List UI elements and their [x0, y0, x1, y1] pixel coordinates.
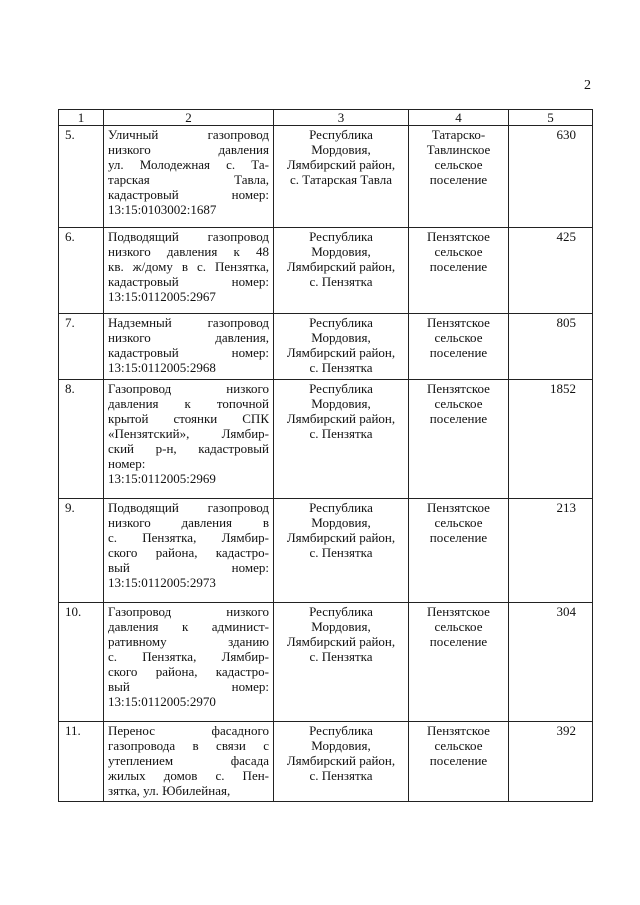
cell-line: сельское	[434, 515, 483, 530]
cell-line: номер:	[108, 456, 146, 471]
header-cell: 3	[274, 110, 409, 126]
cell-line: Уличный газопровод	[108, 127, 269, 142]
cell-line: 13:15:0112005:2973	[108, 575, 216, 590]
cell-line: Подводящий газопровод	[108, 500, 269, 515]
cell-line: Перенос фасадного	[108, 723, 269, 738]
cell-line: поселение	[429, 259, 488, 274]
cell-line: поселение	[429, 345, 488, 360]
header-cell: 2	[104, 110, 274, 126]
length-cell: 630	[509, 126, 593, 228]
cell-line: Газопровод низкого	[108, 604, 269, 619]
cell-line: с. Пензятка	[309, 426, 373, 441]
cell-line: Лямбирский район,	[286, 634, 396, 649]
header-cell: 5	[509, 110, 593, 126]
cell-line: Республика	[309, 315, 373, 330]
cell-line: Лямбирский район,	[286, 345, 396, 360]
object-description-cell	[104, 314, 274, 380]
cell-line: 13:15:0103002:1687	[108, 202, 217, 217]
cell-line: сельское	[434, 157, 483, 172]
objects-table	[58, 109, 593, 802]
cell-line: сельское	[434, 396, 483, 411]
cell-line: Республика	[309, 381, 373, 396]
cell-line: давления к админист-	[108, 619, 269, 634]
row-number-cell: 9.	[59, 499, 104, 603]
object-description-cell	[104, 380, 274, 499]
object-description-cell	[104, 499, 274, 603]
cell-line: Лямбирский район,	[286, 530, 396, 545]
settlement-cell	[409, 126, 509, 228]
cell-line: Мордовия,	[311, 330, 371, 345]
cell-line: низкого давления	[108, 142, 269, 157]
cell-line: сельское	[434, 619, 483, 634]
location-cell	[274, 126, 409, 228]
cell-line: ского района, кадастро-	[108, 664, 269, 679]
cell-line: Пензятское	[427, 229, 490, 244]
cell-line: Мордовия,	[311, 738, 371, 753]
cell-line: Пензятское	[427, 723, 490, 738]
cell-line: ративному зданию	[108, 634, 269, 649]
length-cell: 805	[509, 314, 593, 380]
cell-line: жилых домов с. Пен-	[108, 768, 269, 783]
object-description-cell	[104, 722, 274, 802]
location-cell	[274, 722, 409, 802]
cell-line: 13:15:0112005:2969	[108, 471, 216, 486]
object-description-cell	[104, 603, 274, 722]
location-cell	[274, 228, 409, 314]
object-description-cell	[104, 126, 274, 228]
cell-line: Мордовия,	[311, 244, 371, 259]
cell-line: Тавлинское	[426, 142, 491, 157]
cell-line: Лямбирский район,	[286, 753, 396, 768]
cell-line: Пензятское	[427, 315, 490, 330]
cell-line: газопровода в связи с	[108, 738, 269, 753]
cell-line: вый номер:	[108, 560, 269, 575]
settlement-cell	[409, 380, 509, 499]
cell-line: поселение	[429, 172, 488, 187]
cell-line: низкого давления,	[108, 330, 269, 345]
length-cell: 425	[509, 228, 593, 314]
table-row	[59, 228, 593, 314]
cell-line: поселение	[429, 411, 488, 426]
cell-line: 13:15:0112005:2967	[108, 289, 216, 304]
cell-line: Татарско-	[431, 127, 486, 142]
cell-line: с. Пензятка	[309, 274, 373, 289]
cell-line: 13:15:0112005:2968	[108, 360, 216, 375]
cell-line: сельское	[434, 244, 483, 259]
table-row	[59, 499, 593, 603]
cell-line: Газопровод низкого	[108, 381, 269, 396]
cell-line: Республика	[309, 723, 373, 738]
location-cell	[274, 380, 409, 499]
cell-line: с. Пензятка	[309, 768, 373, 783]
table-header-row	[59, 110, 593, 126]
cell-line: тарская Тавла,	[108, 172, 269, 187]
cell-line: сельское	[434, 330, 483, 345]
header-cell: 1	[59, 110, 104, 126]
table-row	[59, 722, 593, 802]
cell-line: кадастровый номер:	[108, 345, 269, 360]
cell-line: с. Пензятка	[309, 360, 373, 375]
location-cell	[274, 499, 409, 603]
cell-line: Пензятское	[427, 604, 490, 619]
header-cell: 4	[409, 110, 509, 126]
length-cell: 213	[509, 499, 593, 603]
object-description-cell	[104, 228, 274, 314]
cell-line: Мордовия,	[311, 515, 371, 530]
cell-line: Надземный газопровод	[108, 315, 269, 330]
cell-line: «Пензятский», Лямбир-	[108, 426, 269, 441]
length-cell: 392	[509, 722, 593, 802]
table-row	[59, 603, 593, 722]
cell-line: Мордовия,	[311, 619, 371, 634]
length-cell: 304	[509, 603, 593, 722]
row-number-cell: 5.	[59, 126, 104, 228]
cell-line: Республика	[309, 229, 373, 244]
length-cell: 1852	[509, 380, 593, 499]
cell-line: кадастровый номер:	[108, 274, 269, 289]
cell-line: сельское	[434, 738, 483, 753]
cell-line: поселение	[429, 753, 488, 768]
cell-line: с. Пензятка	[309, 545, 373, 560]
cell-line: низкого давления в	[108, 515, 269, 530]
table-row	[59, 380, 593, 499]
cell-line: кадастровый номер:	[108, 187, 269, 202]
row-number-cell: 11.	[59, 722, 104, 802]
table-row	[59, 314, 593, 380]
cell-line: 13:15:0112005:2970	[108, 694, 216, 709]
cell-line: утеплением фасада	[108, 753, 269, 768]
cell-line: с. Татарская Тавла	[290, 172, 392, 187]
row-number-cell: 6.	[59, 228, 104, 314]
cell-line: Лямбирский район,	[286, 157, 396, 172]
cell-line: с. Пензятка, Лямбир-	[108, 530, 269, 545]
cell-line: ский р-н, кадастровый	[108, 441, 269, 456]
settlement-cell	[409, 314, 509, 380]
location-cell	[274, 603, 409, 722]
table-row	[59, 126, 593, 228]
cell-line: Республика	[309, 127, 373, 142]
cell-line: ского района, кадастро-	[108, 545, 269, 560]
cell-line: кв. ж/дому в с. Пензятка,	[108, 259, 269, 274]
settlement-cell	[409, 228, 509, 314]
cell-line: Республика	[309, 500, 373, 515]
cell-line: поселение	[429, 634, 488, 649]
row-number-cell: 10.	[59, 603, 104, 722]
cell-line: Подводящий газопровод	[108, 229, 269, 244]
cell-line: с. Пензятка	[309, 649, 373, 664]
cell-line: Пензятское	[427, 381, 490, 396]
row-number-cell: 7.	[59, 314, 104, 380]
cell-line: с. Пензятка, Лямбир-	[108, 649, 269, 664]
cell-line: Лямбирский район,	[286, 259, 396, 274]
cell-line: Мордовия,	[311, 142, 371, 157]
cell-line: поселение	[429, 530, 488, 545]
page-number: 2	[584, 78, 591, 93]
cell-line: Лямбирский район,	[286, 411, 396, 426]
cell-line: вый номер:	[108, 679, 269, 694]
location-cell	[274, 314, 409, 380]
cell-line: низкого давления к 48	[108, 244, 269, 259]
cell-line: давления к топочной	[108, 396, 269, 411]
cell-line: Мордовия,	[311, 396, 371, 411]
cell-line: ул. Молодежная с. Та-	[108, 157, 269, 172]
cell-line: зятка, ул. Юбилейная,	[108, 783, 231, 798]
cell-line: Пензятское	[427, 500, 490, 515]
settlement-cell	[409, 499, 509, 603]
row-number-cell: 8.	[59, 380, 104, 499]
settlement-cell	[409, 722, 509, 802]
cell-line: крытой стоянки СПК	[108, 411, 269, 426]
settlement-cell	[409, 603, 509, 722]
cell-line: Республика	[309, 604, 373, 619]
